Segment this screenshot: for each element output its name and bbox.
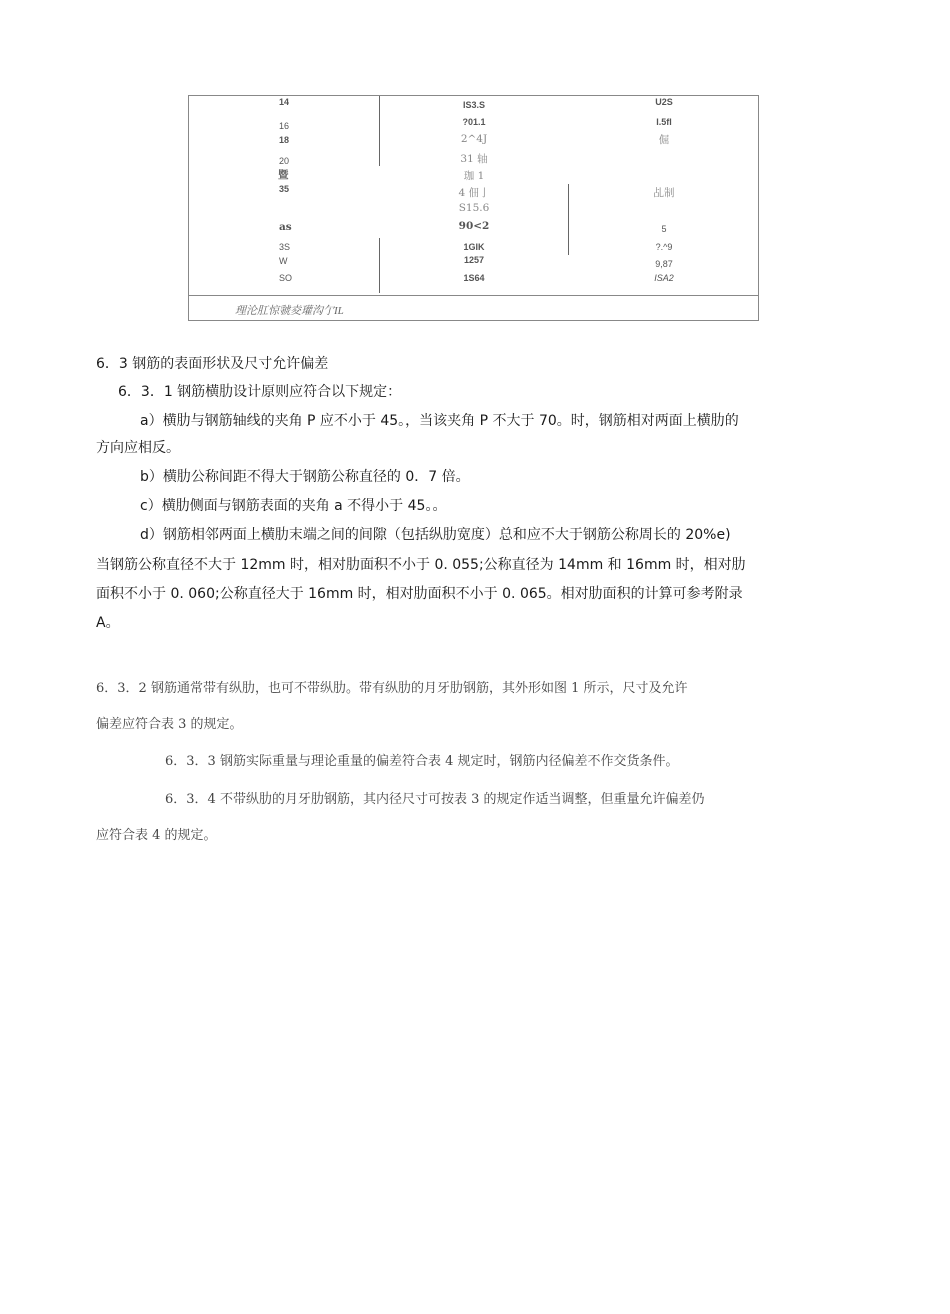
clause-6-3-1: 6．3．1 钢筋横肋设计原则应符合以下规定： [118, 384, 402, 400]
item-d-line-1: d）钢筋相邻两面上横肋末端之间的间隙（包括纵肋宽度）总和应不大于钢筋公称周长的 20%e) [140, 527, 731, 543]
table-cell: 5 [661, 224, 667, 234]
table-note-divider [189, 295, 758, 296]
table-cell: 暨 [278, 169, 289, 181]
table-cell: 4 佃亅 [458, 187, 490, 199]
table-cell: 90<2 [458, 220, 490, 232]
item-b: b）横肋公称间距不得大于钢筋公称直径的 0．7 倍。 [140, 469, 470, 485]
table-cell: 18 [279, 135, 290, 145]
table-divider-1b [379, 238, 380, 293]
table-cell: U2S [655, 97, 673, 107]
table-cell: 1S64 [463, 273, 485, 283]
item-d-line-4: A。 [96, 615, 120, 631]
section-heading: 6．3 钢筋的表面形状及尺寸允许偏差 [96, 356, 329, 372]
table-cell: 9,87 [655, 259, 673, 269]
table-cell: 乩制 [653, 187, 675, 199]
table-divider-2 [568, 184, 569, 255]
table-cell: 31 轴 [460, 153, 488, 165]
item-d-line-2: 当钢筋公称直径不大于 12mm 时，相对肋面积不小于 0. 055;公称直径为 14mm 和 16mm 时，相对肋 [96, 557, 746, 573]
table-cell: 35 [279, 184, 290, 194]
table-cell: IS3.S [462, 100, 486, 110]
table-cell: 3S [279, 242, 291, 252]
table-cell: 倔 [658, 134, 670, 146]
table-cell: W [279, 256, 288, 266]
item-d-line-3: 面积不小于 0. 060;公称直径大于 16mm 时，相对肋面积不小于 0. 065。相对肋面积的计算可参考附录 [96, 586, 743, 602]
table-cell: as [279, 221, 292, 233]
clause-6-3-4-line-2: 应符合表 4 的规定。 [96, 828, 217, 843]
table-cell: SO [279, 273, 293, 283]
table-cell: ISA2 [654, 273, 674, 283]
clause-6-3-2-line-2: 偏差应符合表 3 的规定。 [96, 717, 243, 732]
table-cell: 1257 [463, 255, 485, 265]
data-table [188, 95, 759, 321]
table-cell: 20 [279, 156, 290, 166]
table-cell: S15.6 [458, 202, 490, 214]
table-cell: 珈 1 [463, 170, 485, 182]
table-cell: 14 [279, 97, 290, 107]
table-cell: 16 [279, 121, 290, 131]
table-cell: I.5fl [656, 117, 672, 127]
item-a-line-2: 方向应相反。 [96, 440, 180, 456]
table-cell: 2^4J [460, 133, 488, 145]
clause-6-3-2-line-1: 6．3．2 钢筋通常带有纵肋，也可不带纵肋。带有纵肋的月牙肋钢筋，其外形如图 1 所示，尺寸及允许 [96, 681, 688, 696]
table-divider-1a [379, 96, 380, 166]
table-cell: 1GIK [463, 242, 485, 252]
item-a-line-1: a）横肋与钢筋轴线的夹角 P 应不小于 45。，当该夹角 P 不大于 70。时，钢筋相对两面上横肋的 [140, 413, 739, 429]
table-cell: ?01.1 [462, 117, 486, 127]
item-c: c）横肋侧面与钢筋表面的夹角 a 不得小于 45。。 [140, 498, 447, 514]
table-cell: ?.^9 [655, 242, 673, 252]
clause-6-3-4-line-1: 6．3．4 不带纵肋的月牙肋钢筋，其内径尺寸可按表 3 的规定作适当调整，但重量允许偏差仍 [165, 792, 705, 807]
table-note: 理沦肛惊虢夌瓘沟亇IL [235, 305, 344, 317]
clause-6-3-3: 6．3．3 钢筋实际重量与理论重量的偏差符合表 4 规定时，钢筋内径偏差不作交货条件。 [165, 754, 679, 769]
